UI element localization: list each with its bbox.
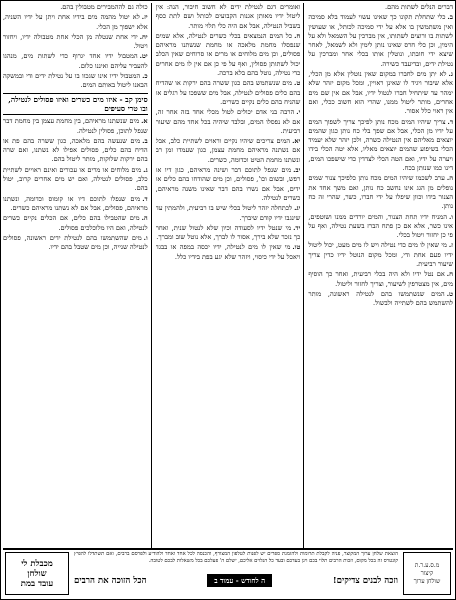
paragraph-text: ידי אחת שנטלה מן הכלי אחת מטבולה ידיו, ויחזור ויטול.	[2, 32, 148, 51]
paragraph	[156, 137, 301, 165]
stamp-line-1: מ.ס.ע.ר.ת	[414, 561, 440, 569]
paragraph	[156, 204, 301, 223]
paragraph-text: מים שנפל לתוכם דבר ושינה מראיהם, כגון דיו או רפש, ובשום וכו', פסולים, וכן מים שהודחו בהם כלים או ידים, אבל אם נשרו בהם דבר שאינו משנה מראיהם, כשרים לנטילה.	[155, 166, 301, 202]
paragraph	[308, 270, 453, 289]
paragraph	[3, 234, 148, 253]
paragraph-number: ח.	[446, 270, 453, 279]
paragraph-text: לא יתן מים לחברו במקום שאין נוטלין אלא מן הכלי, אלא שיבור ויגיד לו שאינן ראויין, ומכל מקום יזהר שלא ימהר עד שיתחיל חברו לנטול ידיו, אבל אם אין שם מים אחרים, מותר ליטול ממנו, שהרי הוא חשוב ככלי, ואם אין ראוי כלל אסור.	[308, 70, 453, 116]
paragraph	[156, 108, 301, 136]
paragraph-text: אם נטל ידיו ולא היה בכלי רביעית, ואחר כך הוסיף מים, אין מצטרפין לשיעור, וצריך לחזור וליטול.	[308, 270, 453, 288]
footer-note: הוצאת שלחן ערוך המקוצר, פניה לקבלת תרומות ולהזמנת ספרים יש לפנות לטלפון המצורף, והכנסה לכל אחד ואחד ולהודיע ולפרסם ברבים, ואם תשתדלו להפיץ קונטרס זה בכל מקום, וזכות הרבים תלוי בכם ויגן בעדכם ובעד כל הנלוים אליכם, ישלם ה' פעלכם בכל משאלות לבכם לטובה.	[74, 551, 398, 564]
paragraph-number: טו.	[292, 243, 301, 252]
paragraph	[156, 243, 301, 262]
paragraph-text: הרבה בני אדם יכולים לטול מכלי אחד בזה אחר זה, אם לא נפסלו המים, ובלבד שיהיה בכל אחד מהם שיעור רביעית.	[155, 108, 301, 135]
page-footer	[3, 548, 453, 597]
text-columns	[3, 3, 453, 549]
paragraph	[3, 72, 148, 91]
paragraph	[308, 290, 453, 309]
paragraph-number: ו.	[449, 212, 453, 221]
paragraph	[156, 166, 301, 203]
paragraph-number: י.	[296, 108, 301, 117]
paragraph-number: ט.	[294, 79, 301, 88]
footer-center	[71, 550, 401, 597]
paragraph-number: ה.	[141, 214, 148, 223]
paragraph	[3, 195, 148, 214]
paragraph	[308, 118, 453, 174]
paragraph-text: לכתחלה יזהר ליטול בכלי שיש בו רביעית, ולהמתין עד שינגבו ידיו קודם שיברך.	[155, 204, 301, 222]
paragraph	[156, 32, 301, 78]
paragraph-number: יא.	[292, 137, 301, 146]
paragraph-text: המניח ידיו תחת הצנור, והמים יורדים ממנו ושוטפים, אינו כשר, אלא אם כן פתח הברז בשעת נטילה, ואף על פי כן יחזור ויטול בכלי.	[308, 212, 453, 240]
paragraph-number: ג.	[448, 70, 453, 79]
brand-line-2: שולחן	[27, 568, 47, 579]
paragraph-number: יב.	[293, 166, 301, 175]
paragraph-number: ח.	[294, 31, 301, 40]
paragraph-number: ב.	[142, 136, 148, 145]
paragraph-number: ו.	[143, 233, 148, 242]
paragraph-text: מים שנפלו לתוכם דיו או קומוס וכדומה, ונשתנו מראיהם, פסולים, אבל אם לא נשתנו מראיהם כשרים.	[2, 194, 148, 212]
paragraph-number: ז.	[448, 241, 453, 250]
paragraph-text: מים מלוחים או מרים או עכורים ואינם ראויים לשתיית כלב, פסולים לנטילה, ואם יש מים אחרים קרוב, יטול בהם.	[2, 165, 148, 193]
paragraph-text: צריך שיהיו המים מכח נותן לפיכך צריך לשפוך המים על ידיו מן הכלי, אבל אם שפך בלי כח נותן כגון שהמים יוצאים מאליהם אין הנטילה כשרה, ולכן יזהר שלא יעמיד הכלי בשיפוע שהמים יוצאים מאליו, אלא יטה הכלי בידו ויערה על ידיו, ואם הטה הכלי לצדדין כדי שישפכו המים, דינו כמו שנותן בכח.	[308, 117, 453, 173]
paragraph-text: מים שנשתנו מראיהם, בין מחמת עצמן בין מחמת דבר שנפל לתוכן, פסולין לנטילה.	[2, 117, 148, 135]
paragraph	[308, 241, 453, 269]
paragraph-text: מים שנעשה בהם מלאכה, כגון ששרה בהם פת או הדיח בהם כלים, פסולים אפילו לא נשתנו, ואם שרה בהם ירקות שלוקות, מותר ליטול בהם.	[2, 136, 148, 164]
paragraph-text: כל המים הנמצאים בכלי כשרים לנטילה, אלא שמים שנפסלו מחמת מלאכה או מחמת שנשתנו מראיהם פסולים, וכן מים מלוחים או מרים או סרוחים שאין הכלב יכול לשתותן פסולין, ואף על פי כן אם אין לו מים אחרים כדי נטילה, נוטל בהם בלא ברכה.	[155, 31, 301, 78]
brand-line-1: מכבלת לי	[21, 558, 53, 569]
paragraph-number: ה.	[446, 174, 453, 183]
publisher-stamp	[403, 552, 451, 595]
paragraph	[156, 79, 301, 107]
page-label: ה לחודש - עמוד ב	[207, 574, 272, 587]
column-left	[3, 3, 152, 549]
paragraph-text: מי שאין לו מים כדי נטילה ויש לו מים מעט, יכול ליטול ידיו פעם אחת ודי, ומכל מקום הנוטל ידיו כדין צריך שיעור רביעית.	[308, 241, 453, 269]
section-heading: סימן קב - איזו מים כשרים ואיזו פסולים לנטילה, ובו טרי סעיפים	[3, 93, 148, 116]
paragraph	[3, 13, 148, 32]
paragraph	[3, 117, 148, 136]
paragraph-number: יג.	[294, 204, 301, 213]
paragraph	[156, 224, 301, 243]
brand-logo	[5, 552, 69, 595]
paragraph-number: ט.	[446, 289, 453, 298]
paragraph	[308, 13, 453, 69]
paragraph-number: יז.	[141, 13, 148, 22]
paragraph-text: מים שנשתמש בהם כגון ששרה בהם ירקות או שהדיח בהם כלים פסולים לנטילה, אבל מים ששפכו על רגלים או שהניח בהם כלים נקיים כשרים.	[155, 79, 301, 106]
paragraph	[3, 166, 148, 194]
paragraph	[3, 52, 148, 71]
paragraph-number: כ.	[142, 72, 148, 81]
paragraph-text: מים שהשתמשו בהם לנטילת ידים ראשונה, פסולים לנטילה שנייה, וכן מים שטבל בהם ידיו.	[2, 233, 148, 252]
paragraph-text: כלי שתחלת תקונו כך שאינו עשוי לעמוד בלא סמיכה ואין משתמשין בו אלא על ידי סמיכה לכותל, או שעושין לשתות בו ורוצים לשתותו, אין מברכין על השמאל ולא על הימין, וכן כלי חרס שאינו נותן לימין ולא לשמאל, לאחר שיצא ידי חובתו, ונוטלין אותו בכלי אחר ומברכין על נטילת ידים, ובדיעבד כשירה.	[308, 13, 453, 68]
paragraph-text: המים שנשתמשו בהם לנטילה ראשונה, מותר להשתמש בהם לשתייה ולבשול.	[308, 289, 453, 308]
paragraph	[308, 213, 453, 241]
footer-bottom-row	[74, 574, 398, 587]
paragraph-text: מי שאין לו מים לנטילה, ידיו יכסה במפה או בבגד ויאכל על ידי כיסוי, ויזהר שלא יגע בפת בידיו כלל.	[155, 243, 301, 261]
paragraph-text: המים צריכים שיהיו נקיים וראוים לשתיית כלב, אבל אם נשתנה מראיהם מחמת עצמן, כגון שעמדו זמן רב ונשתנו מחמת הטיט וכדומה, כשרים.	[155, 137, 301, 164]
paragraph-number: א.	[141, 117, 148, 126]
paragraph-number: יט.	[139, 52, 148, 61]
column-middle	[156, 3, 305, 549]
slogan-left: הכל הזוכה את הרבים	[74, 576, 147, 586]
paragraph-text: דברים הנלים לשתות מהם.	[385, 3, 453, 11]
paragraph	[156, 3, 301, 31]
paragraph-text: ערב לשכמו שיהיו המים מכח נותן כלפיכך צנור שמים נופלים מן הגג אינו נחשב כח נותן, ואם משך אחד את הצנור בידו וכוון שיפלו על ידי חברו, כשר, שהרי זה כח נותן.	[308, 174, 453, 211]
paragraph-text: המטבול ידיו אחד יגרוף כדי לשתות מים, מנהגו להעביר עליהם ואיננו כלום.	[2, 52, 148, 70]
paragraph-number: ד.	[447, 117, 453, 126]
paragraph-number: יד.	[293, 223, 301, 232]
stamp-line-2: קיצור	[420, 569, 434, 577]
stamp-line-3: שולחן ערוך	[413, 577, 441, 585]
paragraph-text: מי שנטל ידיו לסעודה וכיון שלא לנטול שנית, ואחר כך נזכר שלא בירך, אסור לו לברך, אלא נוטל שוב ומברך.	[155, 223, 301, 242]
paragraph	[308, 70, 453, 116]
paragraph-text: לא יטול מהמה מים בידיו אחת ויתן על ידיו השניה, אלא ישפוך מן הכלי.	[2, 13, 148, 31]
column-right	[308, 3, 453, 549]
paragraph	[3, 3, 148, 12]
paragraph	[3, 137, 148, 165]
paragraph	[3, 33, 148, 52]
paragraph	[308, 3, 453, 12]
paragraph-number: יח.	[139, 32, 148, 41]
paragraph	[3, 214, 148, 233]
paragraph-text: כולה גם לההמבירים מטבולין בהם.	[60, 3, 148, 11]
paragraph	[308, 174, 453, 211]
paragraph-text: המטבול ידיו אינו שגכוו בו על נטילת ידים ודי ובמשקה הבאנו ליטול באותם המים.	[2, 72, 148, 90]
paragraph-number: ד.	[142, 194, 148, 203]
slogan-right: וזכה לבנים צדיקים!	[332, 576, 398, 586]
brand-line-3: עובד במת	[20, 578, 54, 589]
paragraph-text: ואומרים דגם לנטילת ידים לא חשוב חיבור, הנה: אין ליטול ידיו מאותן אגנות הקבועים לכותל ושם לתת כסף בשביל הנטילה, אבל אם היה כלי תלוי מותר.	[155, 3, 301, 30]
paragraph-number: ב.	[447, 13, 453, 22]
paragraph-text: מים שהטבילו בהם כלים, אם הכלים נקיים כשרים לנטילה, ואם היו מלוכלכים פסולים.	[2, 214, 148, 232]
paragraph-number: ג.	[143, 165, 148, 174]
